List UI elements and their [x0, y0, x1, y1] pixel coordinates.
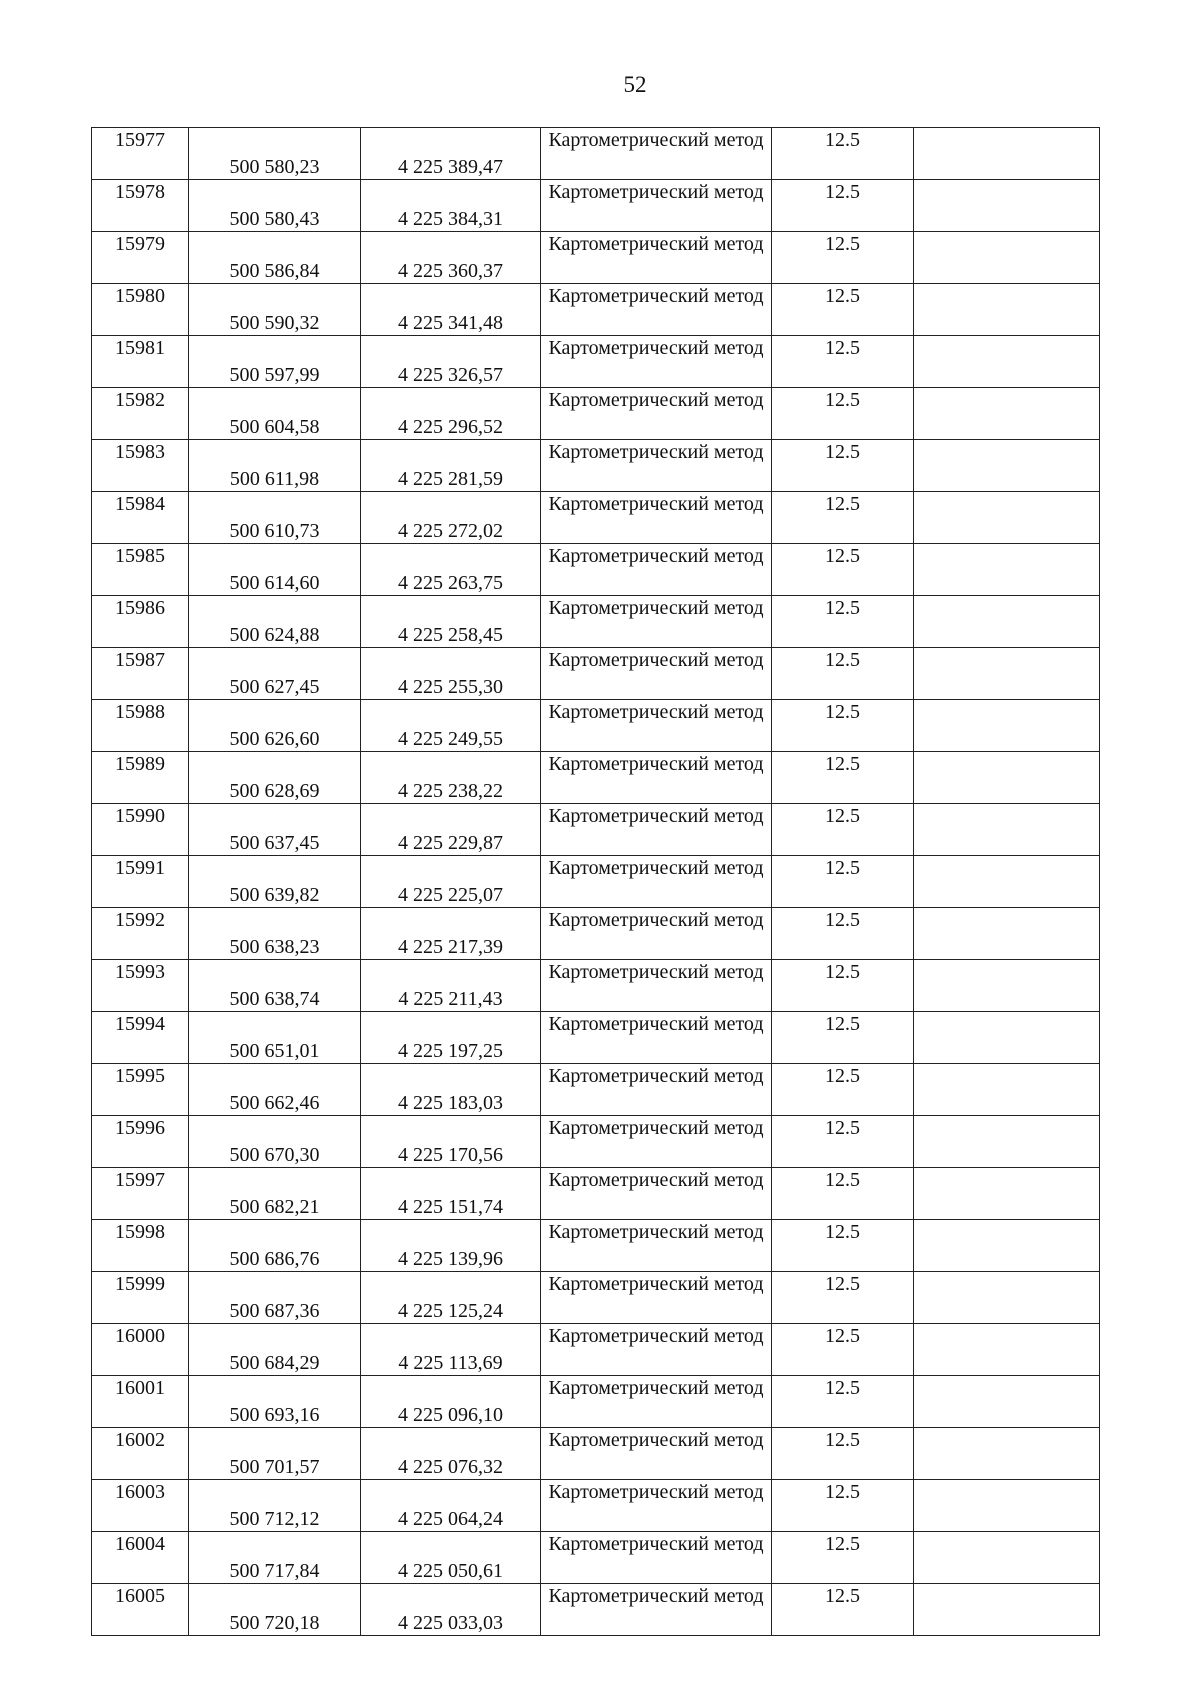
- y-coordinate-cell: 4 225 272,02: [361, 492, 541, 544]
- table-row: [92, 1324, 1100, 1376]
- x-coordinate-cell: 500 717,84: [189, 1532, 361, 1584]
- method-cell: Картометрический метод: [541, 596, 772, 648]
- note-cell: [914, 1220, 1100, 1272]
- x-coordinate-cell: 500 651,01: [189, 1012, 361, 1064]
- table-row: [92, 1376, 1100, 1428]
- table-row: [92, 1428, 1100, 1480]
- table-row: [92, 804, 1100, 856]
- table-row: [92, 544, 1100, 596]
- note-cell: [914, 1324, 1100, 1376]
- point-number-cell: 16003: [92, 1480, 189, 1532]
- note-cell: [914, 1272, 1100, 1324]
- point-number-cell: 15989: [92, 752, 189, 804]
- accuracy-cell: 12.5: [772, 1272, 914, 1324]
- point-number-cell: 15995: [92, 1064, 189, 1116]
- y-coordinate-cell: 4 225 258,45: [361, 596, 541, 648]
- coordinates-table: [91, 127, 1100, 1636]
- method-cell: Картометрический метод: [541, 804, 772, 856]
- x-coordinate-cell: 500 626,60: [189, 700, 361, 752]
- point-number-cell: 16004: [92, 1532, 189, 1584]
- accuracy-cell: 12.5: [772, 1012, 914, 1064]
- note-cell: [914, 232, 1100, 284]
- method-cell: Картометрический метод: [541, 1064, 772, 1116]
- method-cell: Картометрический метод: [541, 544, 772, 596]
- note-cell: [914, 1428, 1100, 1480]
- accuracy-cell: 12.5: [772, 700, 914, 752]
- y-coordinate-cell: 4 225 296,52: [361, 388, 541, 440]
- note-cell: [914, 388, 1100, 440]
- y-coordinate-cell: 4 225 229,87: [361, 804, 541, 856]
- x-coordinate-cell: 500 638,74: [189, 960, 361, 1012]
- y-coordinate-cell: 4 225 389,47: [361, 128, 541, 180]
- y-coordinate-cell: 4 225 139,96: [361, 1220, 541, 1272]
- y-coordinate-cell: 4 225 050,61: [361, 1532, 541, 1584]
- point-number-cell: 16005: [92, 1584, 189, 1636]
- method-cell: Картометрический метод: [541, 960, 772, 1012]
- x-coordinate-cell: 500 624,88: [189, 596, 361, 648]
- accuracy-cell: 12.5: [772, 856, 914, 908]
- note-cell: [914, 700, 1100, 752]
- method-cell: Картометрический метод: [541, 1220, 772, 1272]
- accuracy-cell: 12.5: [772, 752, 914, 804]
- accuracy-cell: 12.5: [772, 908, 914, 960]
- point-number-cell: 15977: [92, 128, 189, 180]
- x-coordinate-cell: 500 597,99: [189, 336, 361, 388]
- note-cell: [914, 440, 1100, 492]
- x-coordinate-cell: 500 638,23: [189, 908, 361, 960]
- table-row: [92, 1116, 1100, 1168]
- accuracy-cell: 12.5: [772, 440, 914, 492]
- method-cell: Картометрический метод: [541, 1584, 772, 1636]
- method-cell: Картометрический метод: [541, 752, 772, 804]
- point-number-cell: 15982: [92, 388, 189, 440]
- table-row: [92, 1064, 1100, 1116]
- table-row: [92, 284, 1100, 336]
- table-row: [92, 1532, 1100, 1584]
- point-number-cell: 15981: [92, 336, 189, 388]
- x-coordinate-cell: 500 693,16: [189, 1376, 361, 1428]
- x-coordinate-cell: 500 628,69: [189, 752, 361, 804]
- point-number-cell: 15978: [92, 180, 189, 232]
- method-cell: Картометрический метод: [541, 648, 772, 700]
- note-cell: [914, 128, 1100, 180]
- accuracy-cell: 12.5: [772, 1168, 914, 1220]
- y-coordinate-cell: 4 225 217,39: [361, 908, 541, 960]
- y-coordinate-cell: 4 225 183,03: [361, 1064, 541, 1116]
- x-coordinate-cell: 500 610,73: [189, 492, 361, 544]
- x-coordinate-cell: 500 701,57: [189, 1428, 361, 1480]
- point-number-cell: 15997: [92, 1168, 189, 1220]
- accuracy-cell: 12.5: [772, 1376, 914, 1428]
- y-coordinate-cell: 4 225 255,30: [361, 648, 541, 700]
- table-row: [92, 700, 1100, 752]
- note-cell: [914, 908, 1100, 960]
- method-cell: Картометрический метод: [541, 1168, 772, 1220]
- note-cell: [914, 1012, 1100, 1064]
- x-coordinate-cell: 500 720,18: [189, 1584, 361, 1636]
- method-cell: Картометрический метод: [541, 232, 772, 284]
- method-cell: Картометрический метод: [541, 1116, 772, 1168]
- method-cell: Картометрический метод: [541, 856, 772, 908]
- y-coordinate-cell: 4 225 197,25: [361, 1012, 541, 1064]
- table-row: [92, 1584, 1100, 1636]
- x-coordinate-cell: 500 670,30: [189, 1116, 361, 1168]
- note-cell: [914, 1532, 1100, 1584]
- point-number-cell: 15990: [92, 804, 189, 856]
- y-coordinate-cell: 4 225 326,57: [361, 336, 541, 388]
- x-coordinate-cell: 500 686,76: [189, 1220, 361, 1272]
- method-cell: Картометрический метод: [541, 440, 772, 492]
- accuracy-cell: 12.5: [772, 596, 914, 648]
- accuracy-cell: 12.5: [772, 1324, 914, 1376]
- note-cell: [914, 856, 1100, 908]
- accuracy-cell: 12.5: [772, 284, 914, 336]
- table-row: [92, 752, 1100, 804]
- x-coordinate-cell: 500 590,32: [189, 284, 361, 336]
- point-number-cell: 15998: [92, 1220, 189, 1272]
- note-cell: [914, 284, 1100, 336]
- point-number-cell: 15994: [92, 1012, 189, 1064]
- x-coordinate-cell: 500 637,45: [189, 804, 361, 856]
- point-number-cell: 15980: [92, 284, 189, 336]
- table-row: [92, 960, 1100, 1012]
- accuracy-cell: 12.5: [772, 1480, 914, 1532]
- method-cell: Картометрический метод: [541, 180, 772, 232]
- x-coordinate-cell: 500 580,23: [189, 128, 361, 180]
- y-coordinate-cell: 4 225 033,03: [361, 1584, 541, 1636]
- note-cell: [914, 1116, 1100, 1168]
- table-row: [92, 232, 1100, 284]
- accuracy-cell: 12.5: [772, 1064, 914, 1116]
- x-coordinate-cell: 500 639,82: [189, 856, 361, 908]
- y-coordinate-cell: 4 225 113,69: [361, 1324, 541, 1376]
- x-coordinate-cell: 500 662,46: [189, 1064, 361, 1116]
- y-coordinate-cell: 4 225 249,55: [361, 700, 541, 752]
- y-coordinate-cell: 4 225 170,56: [361, 1116, 541, 1168]
- method-cell: Картометрический метод: [541, 1376, 772, 1428]
- x-coordinate-cell: 500 586,84: [189, 232, 361, 284]
- accuracy-cell: 12.5: [772, 1584, 914, 1636]
- table-row: [92, 908, 1100, 960]
- note-cell: [914, 336, 1100, 388]
- table-row: [92, 648, 1100, 700]
- method-cell: Картометрический метод: [541, 388, 772, 440]
- point-number-cell: 15984: [92, 492, 189, 544]
- y-coordinate-cell: 4 225 151,74: [361, 1168, 541, 1220]
- table-row: [92, 1168, 1100, 1220]
- accuracy-cell: 12.5: [772, 492, 914, 544]
- x-coordinate-cell: 500 627,45: [189, 648, 361, 700]
- x-coordinate-cell: 500 684,29: [189, 1324, 361, 1376]
- x-coordinate-cell: 500 682,21: [189, 1168, 361, 1220]
- y-coordinate-cell: 4 225 263,75: [361, 544, 541, 596]
- accuracy-cell: 12.5: [772, 232, 914, 284]
- y-coordinate-cell: 4 225 064,24: [361, 1480, 541, 1532]
- y-coordinate-cell: 4 225 125,24: [361, 1272, 541, 1324]
- note-cell: [914, 1376, 1100, 1428]
- accuracy-cell: 12.5: [772, 804, 914, 856]
- method-cell: Картометрический метод: [541, 1532, 772, 1584]
- table-row: [92, 388, 1100, 440]
- method-cell: Картометрический метод: [541, 700, 772, 752]
- y-coordinate-cell: 4 225 076,32: [361, 1428, 541, 1480]
- table-row: [92, 336, 1100, 388]
- note-cell: [914, 960, 1100, 1012]
- point-number-cell: 15983: [92, 440, 189, 492]
- note-cell: [914, 180, 1100, 232]
- note-cell: [914, 752, 1100, 804]
- method-cell: Картометрический метод: [541, 1272, 772, 1324]
- accuracy-cell: 12.5: [772, 1220, 914, 1272]
- point-number-cell: 16001: [92, 1376, 189, 1428]
- point-number-cell: 15979: [92, 232, 189, 284]
- y-coordinate-cell: 4 225 281,59: [361, 440, 541, 492]
- method-cell: Картометрический метод: [541, 1428, 772, 1480]
- point-number-cell: 15992: [92, 908, 189, 960]
- y-coordinate-cell: 4 225 360,37: [361, 232, 541, 284]
- x-coordinate-cell: 500 712,12: [189, 1480, 361, 1532]
- accuracy-cell: 12.5: [772, 1116, 914, 1168]
- method-cell: Картометрический метод: [541, 1324, 772, 1376]
- note-cell: [914, 804, 1100, 856]
- accuracy-cell: 12.5: [772, 180, 914, 232]
- y-coordinate-cell: 4 225 225,07: [361, 856, 541, 908]
- method-cell: Картометрический метод: [541, 128, 772, 180]
- accuracy-cell: 12.5: [772, 1428, 914, 1480]
- table-row: [92, 492, 1100, 544]
- point-number-cell: 15999: [92, 1272, 189, 1324]
- page-number: 52: [623, 72, 647, 97]
- y-coordinate-cell: 4 225 384,31: [361, 180, 541, 232]
- accuracy-cell: 12.5: [772, 388, 914, 440]
- note-cell: [914, 544, 1100, 596]
- point-number-cell: 15986: [92, 596, 189, 648]
- point-number-cell: 15993: [92, 960, 189, 1012]
- table-row: [92, 596, 1100, 648]
- table-row: [92, 128, 1100, 180]
- y-coordinate-cell: 4 225 211,43: [361, 960, 541, 1012]
- accuracy-cell: 12.5: [772, 128, 914, 180]
- table-row: [92, 856, 1100, 908]
- y-coordinate-cell: 4 225 238,22: [361, 752, 541, 804]
- note-cell: [914, 596, 1100, 648]
- note-cell: [914, 1064, 1100, 1116]
- x-coordinate-cell: 500 580,43: [189, 180, 361, 232]
- note-cell: [914, 648, 1100, 700]
- point-number-cell: 15985: [92, 544, 189, 596]
- note-cell: [914, 1168, 1100, 1220]
- accuracy-cell: 12.5: [772, 648, 914, 700]
- note-cell: [914, 1480, 1100, 1532]
- table-row: [92, 1272, 1100, 1324]
- point-number-cell: 16002: [92, 1428, 189, 1480]
- table-row: [92, 440, 1100, 492]
- note-cell: [914, 492, 1100, 544]
- x-coordinate-cell: 500 687,36: [189, 1272, 361, 1324]
- method-cell: Картометрический метод: [541, 1012, 772, 1064]
- y-coordinate-cell: 4 225 341,48: [361, 284, 541, 336]
- point-number-cell: 16000: [92, 1324, 189, 1376]
- point-number-cell: 15996: [92, 1116, 189, 1168]
- method-cell: Картометрический метод: [541, 1480, 772, 1532]
- y-coordinate-cell: 4 225 096,10: [361, 1376, 541, 1428]
- table-row: [92, 180, 1100, 232]
- accuracy-cell: 12.5: [772, 960, 914, 1012]
- method-cell: Картометрический метод: [541, 492, 772, 544]
- x-coordinate-cell: 500 614,60: [189, 544, 361, 596]
- point-number-cell: 15991: [92, 856, 189, 908]
- x-coordinate-cell: 500 611,98: [189, 440, 361, 492]
- x-coordinate-cell: 500 604,58: [189, 388, 361, 440]
- accuracy-cell: 12.5: [772, 544, 914, 596]
- method-cell: Картометрический метод: [541, 284, 772, 336]
- accuracy-cell: 12.5: [772, 1532, 914, 1584]
- point-number-cell: 15988: [92, 700, 189, 752]
- method-cell: Картометрический метод: [541, 908, 772, 960]
- table-row: [92, 1220, 1100, 1272]
- table-row: [92, 1012, 1100, 1064]
- point-number-cell: 15987: [92, 648, 189, 700]
- method-cell: Картометрический метод: [541, 336, 772, 388]
- table-row: [92, 1480, 1100, 1532]
- coordinates-table-body: [92, 128, 1100, 1636]
- accuracy-cell: 12.5: [772, 336, 914, 388]
- note-cell: [914, 1584, 1100, 1636]
